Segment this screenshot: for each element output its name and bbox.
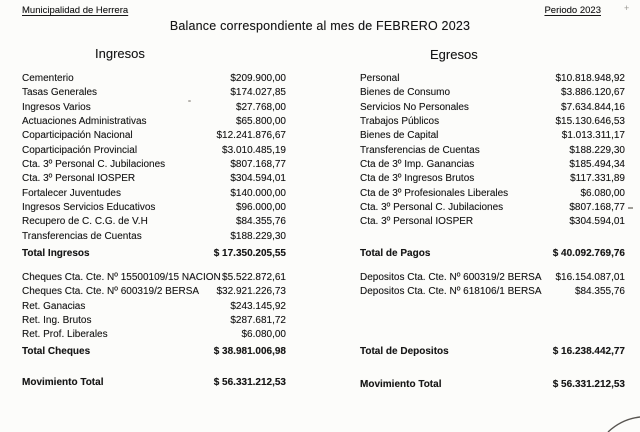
total-cheques-row	[22, 345, 286, 359]
ledger-row	[360, 215, 625, 229]
ledger-row	[360, 129, 625, 143]
ledger-row	[22, 187, 286, 201]
movimiento-total-right-label: Movimiento Total	[360, 379, 442, 390]
total-cheques-value: $ 38.981.006,98	[213, 346, 286, 357]
ledger-row-value: $117.331,89	[570, 173, 625, 185]
ledger-row	[22, 144, 286, 158]
ledger-row-label: Cta. 3º Personal IOSPER	[22, 173, 136, 185]
ledger-row	[360, 285, 625, 299]
total-pagos-value: $ 40.092.769,76	[552, 248, 625, 259]
ledger-row-label: Cta de 3º Imp. Ganancias	[360, 159, 475, 171]
ledger-row	[360, 271, 625, 285]
ledger-row-label: Cementerio	[22, 73, 74, 84]
scan-artifact-dash	[628, 207, 633, 209]
ledger-row-label: Ret. Ing. Brutos	[22, 315, 92, 327]
ledger-row	[22, 72, 286, 86]
scan-artifact-plus-mark: +	[624, 3, 630, 13]
total-ingresos-label: Total Ingresos	[22, 248, 90, 259]
ledger-row-value: $7.634.844,16	[561, 101, 625, 113]
ledger-row	[22, 101, 286, 115]
total-cheques-label: Total Cheques	[22, 346, 91, 357]
ledger-row	[22, 158, 286, 172]
total-pagos-label: Total de Pagos	[360, 248, 431, 259]
depositos-items-list	[360, 271, 625, 300]
ledger-row-label: Actuaciones Administrativas	[22, 116, 147, 128]
movimiento-total-left-label: Movimiento Total	[22, 377, 104, 388]
ledger-row-value: $6.080,00	[580, 187, 625, 199]
ledger-row	[360, 187, 625, 201]
ledger-row-label: Recupero de C. C.G. de V.H	[22, 216, 148, 228]
ledger-row-value: $12.241.876,67	[216, 130, 286, 142]
ledger-row	[22, 285, 286, 299]
ledger-row-label: Ret. Prof. Liberales	[22, 329, 108, 341]
total-pagos-row	[360, 247, 625, 261]
scan-artifact-speck	[188, 100, 191, 102]
ledger-row-value: $304.594,01	[569, 216, 625, 228]
ledger-row-value: $185.494,34	[569, 159, 625, 171]
egresos-items-list	[360, 72, 625, 230]
ledger-row-value: $140.000,00	[230, 187, 286, 199]
ledger-row-value: $5.522.872,61	[222, 272, 286, 283]
ledger-row	[360, 101, 625, 115]
ledger-row-value: $807.168,77	[569, 202, 625, 214]
scan-artifact-page-curl	[600, 412, 640, 432]
ledger-row	[360, 72, 625, 86]
total-depositos-value: $ 16.238.442,77	[552, 346, 625, 357]
ledger-row	[22, 215, 286, 229]
ledger-row-value: $3.010.485,19	[222, 144, 286, 156]
ledger-row-value: $96.000,00	[235, 202, 286, 214]
ledger-row-value: $32.921.226,73	[216, 286, 286, 298]
movimiento-total-left-row	[22, 376, 286, 390]
ledger-row-value: $243.145,92	[230, 300, 286, 312]
total-ingresos-row	[22, 247, 286, 261]
ledger-row-value: $807.168,77	[230, 159, 286, 171]
ingresos-items-list	[22, 72, 286, 244]
ledger-row	[22, 86, 286, 100]
ledger-row-value: $188.229,30	[569, 144, 625, 156]
ledger-row	[360, 144, 625, 158]
ledger-row-label: Fortalecer Juventudes	[22, 187, 121, 199]
ledger-row	[22, 115, 286, 129]
ledger-row-label: Cta. 3º Personal C. Jubilaciones	[360, 202, 504, 214]
ledger-row-label: Cheques Cta. Cte. Nº 15500109/15 NACION	[22, 272, 221, 283]
cheques-items-list	[22, 271, 286, 343]
ledger-row-label: Ingresos Servicios Educativos	[22, 202, 156, 214]
ledger-row-value: $6.080,00	[241, 329, 286, 341]
ledger-row-value: $188.229,30	[230, 230, 286, 242]
total-depositos-label: Total de Depositos	[360, 346, 449, 357]
ledger-row	[22, 201, 286, 215]
ledger-row-value: $15.130.646,53	[555, 116, 625, 128]
ledger-row	[360, 172, 625, 186]
ledger-row	[22, 314, 286, 328]
ledger-row-label: Ret. Ganacias	[22, 300, 86, 312]
period-label: Periodo 2023	[544, 5, 601, 16]
organization-name: Municipalidad de Herrera	[22, 5, 129, 16]
ingresos-heading: Ingresos	[95, 46, 145, 61]
movimiento-total-left-value: $ 56.331.212,53	[213, 377, 286, 388]
ledger-row	[22, 328, 286, 342]
ledger-row-label: Servicios No Personales	[360, 101, 469, 113]
ledger-row-label: Ingresos Varios	[22, 101, 91, 113]
ledger-row-label: Cta. 3º Personal IOSPER	[360, 216, 474, 228]
ledger-row	[22, 300, 286, 314]
ledger-row-value: $287.681,72	[230, 315, 286, 327]
ledger-row-label: Tasas Generales	[22, 87, 98, 99]
ledger-row-label: Bienes de Capital	[360, 130, 439, 142]
ledger-row-label: Cta de 3º Profesionales Liberales	[360, 187, 509, 199]
ledger-row-label: Cta de 3º Ingresos Brutos	[360, 173, 475, 185]
ledger-row	[22, 271, 286, 285]
ledger-row	[22, 172, 286, 186]
ledger-row-value: $16.154.087,01	[555, 272, 625, 283]
ledger-row-value: $304.594,01	[230, 173, 286, 185]
ledger-row-label: Coparticipación Nacional	[22, 130, 133, 142]
ledger-row-label: Coparticipación Provincial	[22, 144, 138, 156]
ledger-row-label: Transferencias de Cuentas	[22, 230, 142, 242]
egresos-heading: Egresos	[430, 47, 478, 62]
ledger-row-value: $3.886.120,67	[561, 87, 625, 99]
ledger-row-label: Bienes de Consumo	[360, 87, 451, 99]
total-depositos-row	[360, 345, 625, 359]
ledger-row-value: $174.027,85	[230, 87, 286, 99]
ledger-row-value: $84.355,76	[574, 286, 625, 298]
ledger-row-value: $10.818.948,92	[555, 73, 625, 84]
ledger-row-label: Transferencias de Cuentas	[360, 144, 480, 156]
ledger-row	[360, 86, 625, 100]
ledger-row-value: $84.355,76	[235, 216, 286, 228]
ledger-row-label: Cta. 3º Personal C. Jubilaciones	[22, 159, 166, 171]
ledger-row-label: Depositos Cta. Cte. Nº 600319/2 BERSA	[360, 272, 542, 283]
ledger-row-label: Trabajos Públicos	[360, 116, 440, 128]
ledger-row	[360, 158, 625, 172]
ledger-row-value: $65.800,00	[235, 116, 286, 128]
movimiento-total-right-value: $ 56.331.212,53	[552, 379, 625, 390]
ledger-row-value: $27.768,00	[235, 101, 286, 113]
ledger-row-label: Cheques Cta. Cte. Nº 600319/2 BERSA	[22, 286, 200, 298]
ledger-row-label: Depositos Cta. Cte. Nº 618106/1 BERSA	[360, 286, 542, 298]
ledger-row	[22, 129, 286, 143]
document-title: Balance correspondiente al mes de FEBRERO 2023	[169, 19, 471, 33]
ledger-row	[22, 230, 286, 244]
ledger-row-value: $1.013.311,17	[561, 130, 625, 142]
ledger-row-label: Personal	[360, 73, 400, 84]
ledger-row	[360, 115, 625, 129]
ledger-row	[360, 201, 625, 215]
movimiento-total-right-row	[360, 378, 625, 392]
ledger-row-value: $209.900,00	[230, 73, 286, 84]
total-ingresos-value: $ 17.350.205,55	[213, 248, 286, 259]
